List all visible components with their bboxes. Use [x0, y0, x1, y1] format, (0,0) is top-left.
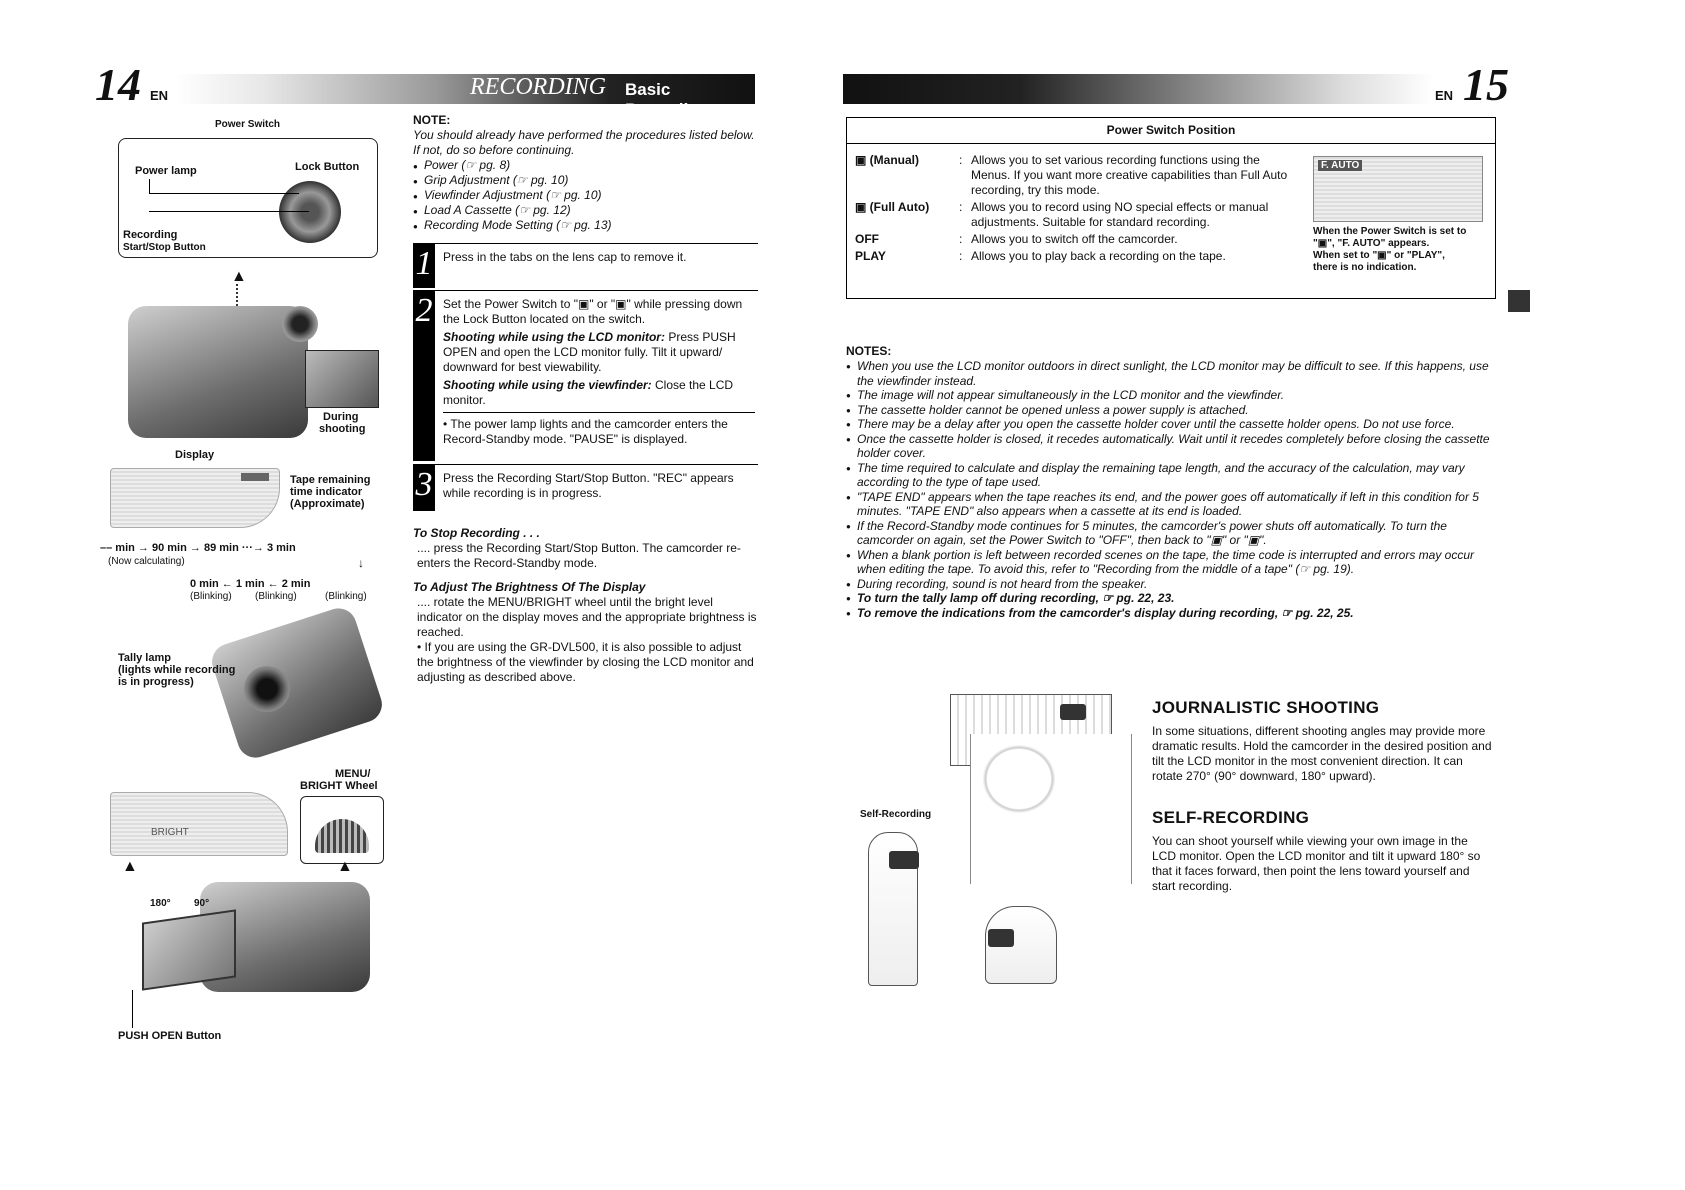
blinking-1: (Blinking) — [190, 591, 232, 602]
psp-row: ▣ (Full Auto) : Allows you to record using NO special effects or manual adjustments. Suitable for standard recording. — [855, 200, 1269, 229]
notes-item: ● The image will not appear simultaneously in the LCD monitor and the viewfinder. — [846, 388, 1506, 403]
tally-lamp-3: is in progress) — [118, 676, 194, 688]
arrow-up-left: ▲ — [122, 858, 138, 875]
brightness-title: To Adjust The Brightness Of The Display — [413, 580, 646, 594]
seq-0-min: 0 min — [190, 578, 219, 590]
brightness-block: To Adjust The Brightness Of The Display .... rotate the MENU/BRIGHT wheel until the bright level indicator on the display moves and the appropriate brightness is reached. • If you are using the GR-DVL500, it is also possible to adjust the brightness of the viewfinder by closing the LCD monitor and adjusting as described above. — [413, 580, 757, 684]
notes-bold-item: ● To turn the tally lamp off during recording, ☞ pg. 22, 23. — [846, 591, 1506, 606]
note-item: ● Recording Mode Setting (☞ pg. 13) — [413, 218, 758, 233]
push-open-button-label: PUSH OPEN Button — [118, 1030, 222, 1042]
display-caption: Display — [175, 449, 215, 461]
journalistic-section — [1152, 698, 1492, 784]
menu-label-2: BRIGHT Wheel — [300, 780, 378, 792]
camcorder-tally-illustration — [207, 604, 386, 763]
arrow-up-right: ▲ — [337, 858, 353, 875]
seq-dash-min: –– min — [100, 542, 135, 554]
self-recording-caption: Self-Recording — [860, 809, 932, 820]
power-dial-icon — [279, 181, 341, 243]
raised-camcorder-icon — [1060, 704, 1086, 720]
step-2-lcd-heading: Shooting while using the LCD monitor: — [443, 330, 665, 344]
step-3-text: Press the Recording Start/Stop Button. "REC" appears while recording is in progress. — [443, 471, 734, 500]
power-switch-illustration — [118, 138, 378, 258]
seq-2-min: 2 min — [281, 578, 311, 590]
recording-label-1: Recording — [123, 229, 178, 241]
step-1-text: Press in the tabs on the lens cap to remove it. — [443, 250, 687, 264]
self-recording-text: You can shoot yourself while viewing your own image in the LCD monitor. Open the LCD monitor and tilt it upward 180° so that it faces forward, then point the lens toward yourself and start recording. — [1152, 834, 1481, 893]
step-1 — [413, 243, 758, 288]
note-title: NOTE: — [413, 113, 451, 127]
page-edge-tab — [1508, 290, 1530, 312]
bright-indicator: BRIGHT — [151, 827, 189, 838]
lock-button-label: Lock Button — [295, 161, 360, 173]
psp-table — [853, 152, 1303, 265]
tape-indicator-icon — [241, 473, 269, 481]
notes-item: ● Once the cassette holder is closed, it recedes automatically. Wait until it recedes completely before closing the cassette holder cover. — [846, 432, 1506, 461]
journalistic-title: JOURNALISTIC SHOOTING — [1152, 698, 1380, 717]
camcorder-shooting-illustration — [128, 306, 308, 438]
wheel-icon — [315, 819, 369, 853]
brightness-text: .... rotate the MENU/BRIGHT wheel until the bright level indicator on the display moves and the appropriate brightness is reached. — [417, 595, 757, 639]
tape-sequence-row1: –– min → 90 min → 89 min ···→ 3 min — [100, 542, 296, 554]
angle-90: 90° — [194, 898, 210, 909]
self-recording-title: SELF-RECORDING — [1152, 808, 1310, 827]
notes-item: ● "TAPE END" appears when the tape reaches its end, and the power goes off automatically if left in this condition for 5 minutes. "TAPE END" also appears when a cassette at its end is loaded. — [846, 490, 1506, 519]
notes-item: ● The cassette holder cannot be opened unless a power supply is attached. — [846, 403, 1506, 418]
stop-recording-block — [413, 526, 758, 571]
seq-3-min: 3 min — [266, 542, 296, 554]
person-crouching-illustration — [985, 906, 1057, 984]
brightness-bullet: If you are using the GR-DVL500, it is also possible to adjust the brightness of the viewfinder by closing the LCD monitor and adjusting as described above. — [417, 640, 754, 684]
tape-sequence-row2: 0 min ← 1 min ← 2 min — [190, 578, 311, 590]
people-figures — [970, 734, 1132, 884]
left-page-header — [95, 59, 755, 119]
note-item: ● Power (☞ pg. 8) — [413, 158, 758, 173]
dotted-arrow: ▲ — [231, 268, 247, 285]
step-2-bullet: The power lamp lights and the camcorder enters the Record-Standby mode. "PAUSE" is displayed. — [443, 417, 728, 446]
self-recording-section — [1152, 808, 1492, 894]
lcd-inset-illustration — [305, 350, 379, 408]
power-switch-position-box — [846, 117, 1496, 299]
lens-icon — [282, 306, 318, 342]
menu-wheel-illustration — [300, 796, 384, 864]
note-item: ● Grip Adjustment (☞ pg. 10) — [413, 173, 758, 188]
notes-block — [846, 344, 1506, 620]
step-3-number: 3 — [413, 465, 435, 511]
step-2-vf-heading: Shooting while using the viewfinder: — [443, 378, 652, 392]
note-item: ● Load A Cassette (☞ pg. 12) — [413, 203, 758, 218]
journalistic-illustration — [950, 694, 1135, 894]
notes-item: ● When a blank portion is left between recorded scenes on the tape, the time code is interrupted and errors may occur when editing the tape. To avoid this, refer to "Recording from the middle of a tape" (☞ pg. 19). — [846, 548, 1506, 577]
camcorder-lens-icon — [244, 666, 290, 712]
notes-title: NOTES: — [846, 344, 892, 358]
power-lamp-label: Power lamp — [135, 165, 197, 177]
tape-remaining-1: Tape remaining — [290, 474, 371, 486]
now-calculating: (Now calculating) — [108, 556, 185, 567]
psp-caption: When the Power Switch is set to "▣", "F. AUTO" appears. When set to "▣" or "PLAY", there is no indication. — [1313, 226, 1467, 273]
during-shooting-1: During — [323, 411, 359, 423]
blinking-2: (Blinking) — [255, 591, 297, 602]
during-shooting-2: shooting — [319, 423, 366, 435]
tally-lamp-2: (lights while recording — [118, 664, 236, 676]
psp-title: Power Switch Position — [847, 118, 1495, 144]
recording-label-2: Start/Stop Button — [123, 242, 206, 253]
notes-bold-item: ● To remove the indications from the camcorder's display during recording, ☞ pg. 22, 25. — [846, 606, 1506, 621]
right-page-header — [843, 59, 1523, 110]
person-standing-illustration — [868, 832, 918, 986]
step-2-number: 2 — [413, 291, 435, 461]
display-illustration — [110, 468, 280, 528]
step-2-text: Set the Power Switch to "▣" or "▣" while pressing down the Lock Button located on the switch. — [443, 297, 743, 326]
note-list — [413, 158, 758, 233]
tape-remaining-3: (Approximate) — [290, 498, 365, 510]
stop-recording-title: To Stop Recording . . . — [413, 526, 540, 540]
notes-item: ● There may be a delay after you open the cassette holder cover until the cassette holder opens. Do not use force. — [846, 417, 1506, 432]
notes-item: ● When you use the LCD monitor outdoors in direct sunlight, the LCD monitor may be difficult to see. If this happens, use the viewfinder instead. — [846, 359, 1506, 388]
seq-89-min: 89 min — [203, 542, 239, 554]
psp-row: ▣ (Manual) : Allows you to set various recording functions using the Menus. If you want more creative capabilities than Full Auto recording, try this mode. — [855, 153, 1288, 197]
psp-row: OFF : Allows you to switch off the camcorder. — [855, 232, 1178, 246]
journalistic-text: In some situations, different shooting angles may provide more dramatic results. Hold the camcorder in the desired position and tilt the LCD monitor in the most convenient direction. It can rotate 270° (90° downward, 180° upward). — [1152, 724, 1492, 783]
right-page-lang: EN — [1435, 88, 1454, 103]
psp-lcd-illustration — [1313, 156, 1483, 222]
menu-label-1: MENU/ — [335, 768, 371, 780]
seq-90-min: 90 min — [151, 542, 187, 554]
step-2-vf-text: Close the LCD monitor. — [443, 378, 734, 407]
left-header-subtitle: Basic Recording — [625, 80, 710, 119]
psp-lcd-label: F. AUTO — [1318, 160, 1362, 171]
notes-item: ● During recording, sound is not heard from the speaker. — [846, 577, 1506, 592]
left-header-title: RECORDING — [470, 74, 606, 100]
power-switch-caption: Power Switch — [215, 119, 281, 130]
note-intro: You should already have performed the procedures listed below. If not, do so before continuing. — [413, 128, 755, 157]
note-item: ● Viewfinder Adjustment (☞ pg. 10) — [413, 188, 758, 203]
lcd-panel-illustration — [142, 909, 236, 990]
angle-180: 180° — [150, 898, 171, 909]
right-header-bar — [843, 74, 1433, 104]
left-page-lang: EN — [150, 88, 169, 103]
crouch-camcorder-icon — [988, 929, 1014, 947]
psp-row: PLAY : Allows you to play back a recording on the tape. — [855, 249, 1226, 263]
stop-recording-text: .... press the Recording Start/Stop Button. The camcorder re-enters the Record-Standby mode. — [417, 541, 741, 570]
notes-item: ● The time required to calculate and display the remaining tape length, and the accuracy of the calculation, may vary according to the type of tape used. — [846, 461, 1506, 490]
seq-1-min: 1 min — [235, 578, 265, 590]
right-page-number: 15 — [1463, 59, 1509, 110]
tally-lamp-1: Tally lamp — [118, 652, 171, 664]
step-2: 2 Set the Power Switch to "▣" or "▣" while pressing down the Lock Button located on the switch. Shooting while using the LCD monitor: Press PUSH OPEN and open the LCD monitor fully. Tilt it upward/ downward for best viewability. Shooting while using the viewfinder: Close the LCD monitor. • The power lamp lights and the camcorder enters the Record-Standby mode. "PAUSE" is displayed. — [413, 290, 758, 461]
note-block — [413, 113, 758, 233]
notes-item: ● If the Record-Standby mode continues for 5 minutes, the camcorder's power shuts off automatically. To turn the camcorder on again, set the Power Switch to "OFF", then back to "▣" or "▣". — [846, 519, 1506, 548]
notes-list — [846, 359, 1506, 620]
tape-remaining-2: time indicator — [290, 486, 363, 498]
blinking-3: (Blinking) — [325, 591, 367, 602]
step-3 — [413, 464, 758, 511]
handheld-camcorder-icon — [889, 851, 919, 869]
step-2-lcd-text: Press PUSH OPEN and open the LCD monitor fully. Tilt it upward/ downward for best viewability. — [443, 330, 736, 374]
bright-display-illustration — [110, 792, 288, 856]
left-page-number: 14 — [95, 59, 141, 110]
step-1-number: 1 — [413, 244, 435, 288]
